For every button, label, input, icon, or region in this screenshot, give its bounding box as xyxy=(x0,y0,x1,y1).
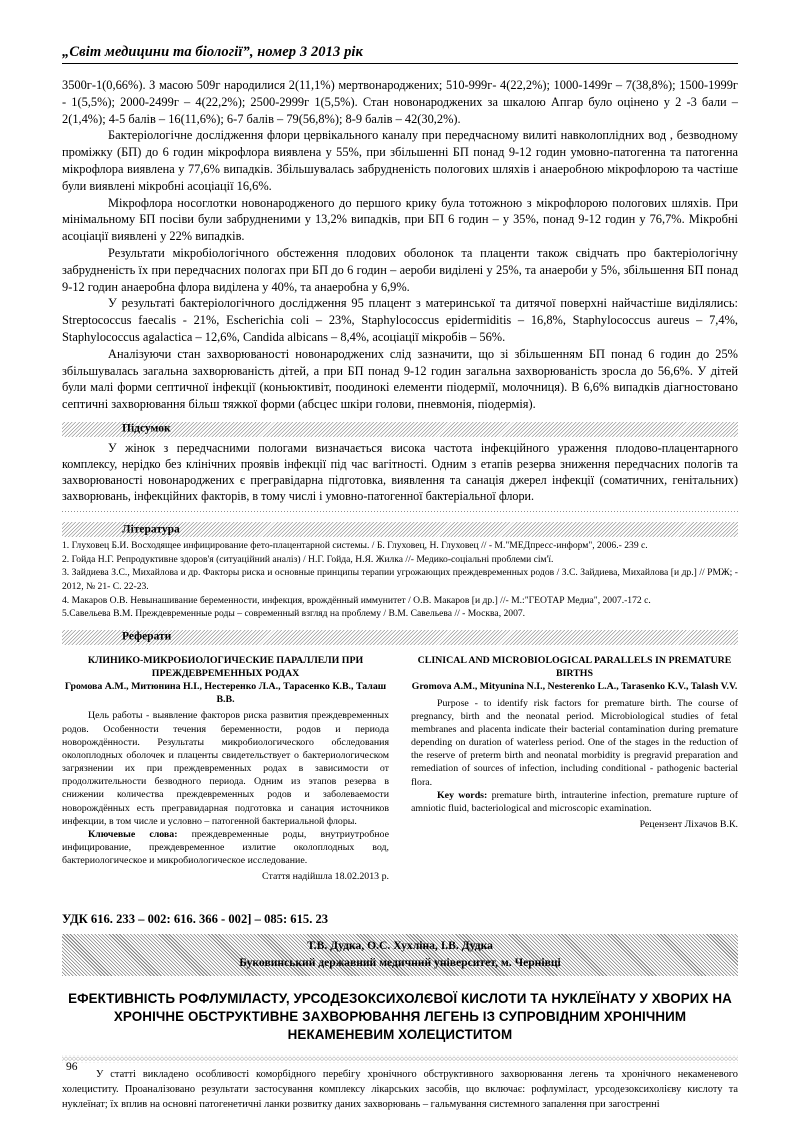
summary-section-band xyxy=(62,422,738,437)
page-number: 96 xyxy=(66,1061,78,1073)
abstract-authors: Gromova A.M., Mityunina N.I., Nesterenko L.A., Tarasenko K.V., Talash V.V. xyxy=(411,680,738,692)
udc-code: УДК 616. 233 – 002: 616. 366 - 002] – 085: 615. 23 xyxy=(62,912,329,927)
abstract-keywords-text: преждевременные роды, внутриутробное инфицирование, преждевременное излитие околоплодных вод, бактериологическое и микробиологическое исследование. xyxy=(62,828,389,867)
abstract-authors: Громова А.М., Митюнина Н.І., Нестеренко Л.А., Тарасенко К.В., Талаш В.В. xyxy=(64,680,387,705)
abstract-title: CLINICAL AND MICROBIOLOGICAL PARALLELS IN PREMATURE BIRTHS xyxy=(417,654,732,679)
abstract-keywords-text: premature birth, intrauterine infection, premature rupture of amniotic fluid, bacteriological and microscopic examination. xyxy=(411,789,739,814)
summary-dotted-rule xyxy=(62,510,738,513)
reference-item: 3. Зайдиева З.С., Михайлова и др. Факторы риска и основные принципы терапии угрожающих преждевременных родов / З.С. Зайдиева, Михайлова [и др.] // РМЖ; - 2012, № 21- С. 22-23. xyxy=(62,567,738,593)
abstract-footer: Рецензент Ліхачов В.К. xyxy=(639,819,738,831)
running-head-text: „Світ медицини та біології”, номер 3 2013 рік xyxy=(62,44,363,60)
summary-band-label: Підсумок xyxy=(122,422,171,435)
references-list xyxy=(62,539,738,621)
running-head xyxy=(62,0,738,64)
article-body xyxy=(62,77,738,413)
reference-item: 1. Глуховец Б.И. Восходящее инфицирование фето-плацентарной системы. / Б. Глуховец, Н. Глуховец // - М."МЕДпресс-информ", 2006.- 239 с. xyxy=(62,540,648,552)
summary-text xyxy=(62,440,738,504)
running-head-rule xyxy=(62,63,738,64)
abstract-column-russian xyxy=(62,655,389,883)
article-author-band xyxy=(62,934,738,976)
abstract-body xyxy=(62,709,389,867)
article-title: ЕФЕКТИВНІСТЬ РОФЛУМІЛАСТУ, УРСОДЕЗОКСИХОЛЄВОЇ КИСЛОТИ ТА НУКЛЕЇНАТУ У ХВОРИХ НА ХРОНІЧНЕ ОБСТРУКТИВНЕ ЗАХВОРЮВАННЯ ЛЕГЕНЬ ІЗ СУПРОВІДНИМ ХРОНІЧНИМ НЕКАМЕНЕВИМ ХОЛЕЦИСТИТОМ xyxy=(68,991,732,1042)
abstracts-columns xyxy=(62,655,738,883)
abstract-paragraph: Purpose - to identify risk factors for premature birth. The course of pregnancy, birth and the neonatal period. Microbiological studies of fetal membranes and placenta indicate their bacterial contamination during premature depending on duration of waterless period. One of the stages in the reduction of the reserve of preterm birth and neonatal morbidity is pregravid preparation and remediation of sources of infection, including conditional - pathogenic bacterial flora. xyxy=(411,697,738,788)
references-band-label: Література xyxy=(122,523,180,535)
zigzag-separator xyxy=(62,1055,738,1063)
reference-item: 5.Савельева В.М. Преждевременные роды – современный взгляд на проблему / В.М. Савельева // - Москва, 2007. xyxy=(62,608,526,620)
references-section-band xyxy=(62,522,738,537)
abstract-keywords xyxy=(411,789,738,815)
body-paragraph: Бактеріологічне дослідження флори цервікального каналу при передчасному вилиті навколоплідних вод , безводному проміжку (БП) до 6 годин мікрофлора виявлена у 55%, при збільшенні БП понад 9-12 годин умовно-патогенна та патогенна мікрофлора виявлена у 77,6% випадків. Збільшувалась забрудненість пологових шляхів і анаеробною мікрофлорою та частіше були виявлені мікробні асоціації 16,6%. xyxy=(62,128,738,193)
abstract-paragraph: Цель работы - выявление факторов риска развития преждевременных родов. Особенности течения беременности, родов и периода новорождённости. Результаты микробиологического обследования околоплодных оболочек и плаценты свидетельствует о бактериологическом загрязнении их при преждевременных родах в зависимости от продолжительности безводного периода. Одним из этапов резерва в снижении количества преждевременных родов и заболеваемости новорождённых есть прегравидарная подготовка и санация источников инфекции, в том числе и условно – патогенной бактериальной флоры. xyxy=(62,710,389,827)
article-affiliation: Буковинський державний медичний університет, м. Чернівці xyxy=(239,955,561,969)
abstract-column-english xyxy=(411,655,738,883)
reference-item: 2. Гойда Н.Г. Репродуктивне здоров'я (ситуаційний аналіз) / Н.Г. Гойда, Н.Я. Жилка //- Медико-соціальні проблеми сім'ї. xyxy=(62,553,554,565)
abstract-title: КЛИНИКО-МИКРОБИОЛОГИЧЕСКИЕ ПАРАЛЛЕЛИ ПРИ ПРЕЖДЕВРЕМЕННЫХ РОДАХ xyxy=(87,654,364,679)
abstract-keywords xyxy=(62,828,389,868)
reference-item: 4. Макаров О.В. Невынашивание беременности, инфекция, врождённый иммунитет / О.В. Макаров [и др.] //- М.:"ГЕОТАР Медиа", 2007.-172 с. xyxy=(62,594,651,606)
body-paragraph: Аналізуючи стан захворюваності новонароджених слід зазначити, що зі збільшенням БП понад 6 годин до 25% збільшувалась загальна захворюваність дітей, а при БП понад 9-12 годин загальна захворюваність зросла до 56,6%. У дітей були малі форми септичної інфекції (коньюктивіт, поодинокі елементи піодермії, молочниця). В 6,6% випадків діагностовано септичні захворювання більш тяжкої форми (абсцес шкіри голови, пневмонія, піодермія). xyxy=(62,346,738,412)
body-paragraph: Мікрофлора носоглотки новонародженого до першого крику була тотожною з мікрофлорою пологових шляхів. При мінімальному БП посіви були забрудненими у 13,2% випадків, при БП 6 годин – у 35%, понад 9-12 годин у 76,7%. Мікробні асоціації виявлені у 22% випадків. xyxy=(62,195,738,244)
body-paragraph: Результати мікробіологічного обстеження плодових оболонок та плаценти також свідчать про бактеріологічну забрудненість їх при передчасних пологах при БП до 6 годин – аероби виділені у 25%, та анаероби у 5%, збільшення БП понад 9-12 годин анаеробна флора виділена у 40%, та анаеробна у 6,9%. xyxy=(62,245,738,294)
article-lead xyxy=(62,1068,738,1112)
abstract-keywords-label: Ключевые слова: xyxy=(88,828,178,840)
abstract-body xyxy=(411,697,738,816)
summary-paragraph: У жінок з передчасними пологами визначається висока частота інфекційного ураження плодово-плацентарного комплексу, нерідко без клінічних проявів інфекції під час вагітності. Одним з етапів резерва зниження передчасних пологів та захворюваності новонароджених є прегравідарна підготовка, виявлення та санація джерел інфекції (соматичних, генітальних) захворювань, інфекційних факторів, в тому числі і умовно-патогенної бактеріальної флори. xyxy=(62,440,738,504)
body-paragraph: 3500г-1(0,66%). З масою 509г народилися 2(11,1%) мертвонароджених; 510-999г- 4(22,2%); 1000-1499г – 7(38,8%); 1500-1999г - 1(5,5%); 2000-2499г – 4(22,2%); 2500-2999г 1(5,5%). Стан новонароджених за шкалою Апгар було оцінено у 2 -3 бали – 2(1,4%); 4-5 балів – 16(11,6%); 6-7 балів – 79(56,8%); 8-9 балів – 42(30,2%). xyxy=(62,78,738,126)
article-lead-paragraph: У статті викладено особливості коморбідного перебігу хронічного обструктивного захворювання легень та хронічного некаменевого холециститу. Проаналізовано результати застосування комплексу лікарських засобів, що включає: рофлуміласт, урсодезоксихолієву кислоту та нуклеїнат; їх вплив на основні патогенетичні ланки розвитку даних захворювань – гальмування системного запалення при загостренні xyxy=(62,1069,738,1110)
abstract-keywords-label: Key words: xyxy=(437,789,488,801)
abstracts-section-band xyxy=(62,630,738,645)
abstracts-band-label: Реферати xyxy=(122,630,172,643)
body-paragraph: У результаті бактеріологічного дослідження 95 плацент з материнської та дитячої поверхні найчастіше виділялись: Streptococcus faecalis - 21%, Escherichia coli – 23%, Staphylococcus epidermiditis – 16,8%, Staphylococcus aureus – 7,4%, Staphylococcus agalactica – 12,6%, Candida albicans – 8,4%, асоціації мікробів – 56%. xyxy=(62,296,738,344)
article-authors: Т.В. Дудка, О.С. Хухліна, І.В. Дудка xyxy=(307,939,493,953)
abstract-footer: Стаття надійшла 18.02.2013 р. xyxy=(262,871,389,883)
